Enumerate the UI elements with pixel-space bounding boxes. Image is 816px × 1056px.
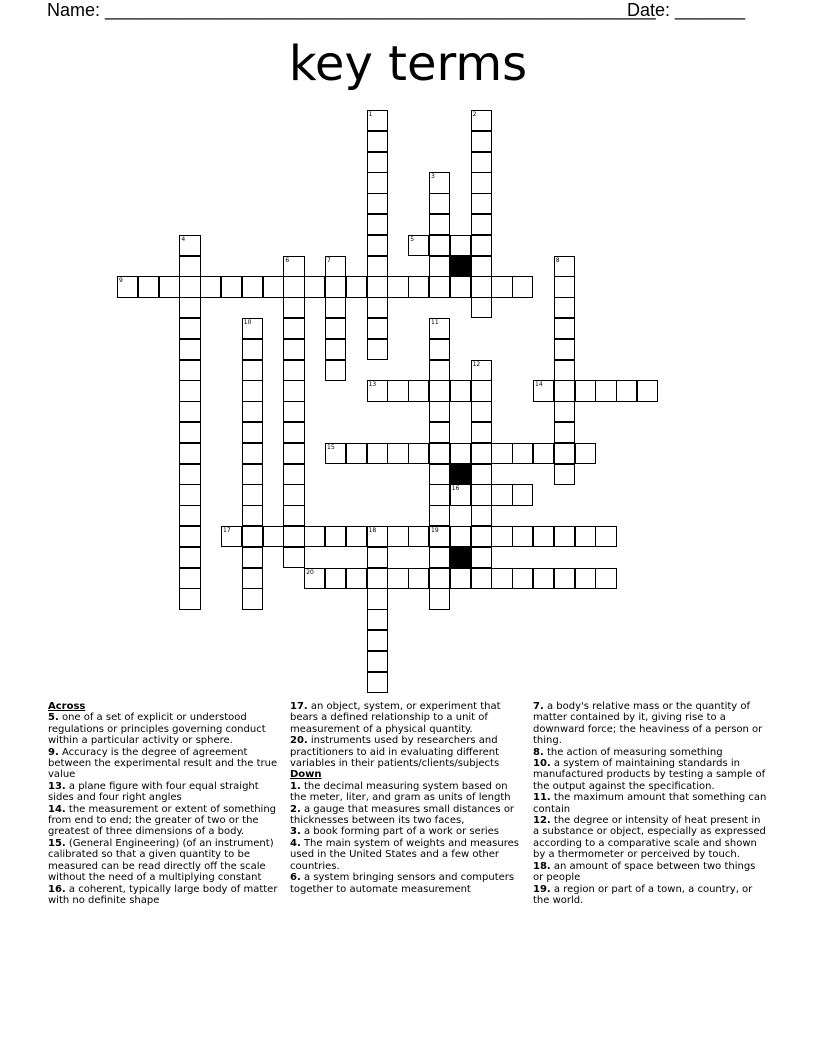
cell-number: 8 xyxy=(555,256,560,264)
grid-cell[interactable] xyxy=(554,297,575,318)
grid-cell[interactable] xyxy=(367,297,388,318)
grid-cell[interactable] xyxy=(242,360,263,381)
clue-text: the action of measuring something xyxy=(546,746,723,758)
grid-cell[interactable] xyxy=(491,276,512,297)
clue-item xyxy=(290,804,522,827)
clue-item xyxy=(48,781,281,804)
grid-cell[interactable] xyxy=(637,380,658,401)
grid-cell[interactable] xyxy=(429,464,450,485)
grid-cell[interactable] xyxy=(387,276,408,297)
grid-cell[interactable] xyxy=(179,505,200,526)
grid-cell[interactable] xyxy=(367,339,388,360)
clue-item xyxy=(290,781,522,804)
grid-cell[interactable] xyxy=(367,193,388,214)
grid-cell[interactable] xyxy=(575,443,596,464)
grid-cell[interactable] xyxy=(491,568,512,589)
page-title: key terms xyxy=(288,36,528,92)
grid-cell[interactable] xyxy=(595,526,616,547)
clue-text: a region or part of a town, a country, or the world. xyxy=(533,883,753,906)
clue-item xyxy=(48,838,281,884)
grid-cell[interactable] xyxy=(242,588,263,609)
clue-text: The main system of weights and measures used in the United States and a few other countries. xyxy=(290,837,519,872)
grid-cell[interactable] xyxy=(367,588,388,609)
grid-cell[interactable] xyxy=(283,380,304,401)
clue-text: a system bringing sensors and computers together to automate measurement xyxy=(290,872,515,895)
grid-cell[interactable] xyxy=(387,380,408,401)
clue-number: 14. xyxy=(48,803,66,815)
grid-cell[interactable] xyxy=(471,193,492,214)
clue-item xyxy=(290,701,522,735)
cell-number: 9 xyxy=(119,277,123,285)
grid-cell[interactable] xyxy=(367,568,388,589)
clue-text: the maximum amount that something can contain xyxy=(533,792,767,815)
clue-item xyxy=(290,872,522,895)
grid-cell[interactable] xyxy=(554,318,575,339)
clue-item xyxy=(533,884,768,907)
grid-cell[interactable] xyxy=(429,547,450,568)
clue-text: the measurement or extent of something from end to end; the greater of two or the greatest of three dimensions of a body. xyxy=(48,803,277,838)
grid-cell[interactable] xyxy=(346,526,367,547)
clue-number: 8. xyxy=(533,746,544,758)
grid-cell[interactable] xyxy=(367,214,388,235)
cell-number: 2 xyxy=(472,111,477,118)
grid-cell[interactable] xyxy=(179,276,200,297)
grid-cell[interactable] xyxy=(408,380,429,401)
grid-cell[interactable] xyxy=(554,443,575,464)
grid-cell[interactable] xyxy=(304,276,325,297)
grid-cell[interactable] xyxy=(387,526,408,547)
grid-cell[interactable] xyxy=(450,526,471,547)
clue-number: 3. xyxy=(290,826,301,838)
clue-item xyxy=(533,758,768,792)
cell-number: 6 xyxy=(285,256,290,264)
grid-cell[interactable] xyxy=(242,443,263,464)
grid-cell[interactable] xyxy=(242,484,263,505)
clue-text: one of a set of explicit or understood regulations or principles governing conduct within a particular activity or sphere. xyxy=(48,712,266,747)
clues-column-1 xyxy=(48,701,281,906)
grid-cell[interactable] xyxy=(429,422,450,443)
grid-cell[interactable] xyxy=(554,568,575,589)
grid-cell[interactable] xyxy=(429,484,450,505)
clue-number: 4. xyxy=(290,837,301,849)
grid-cell-black xyxy=(450,464,471,485)
grid-cell[interactable] xyxy=(429,443,450,464)
clue-item xyxy=(290,838,522,872)
clue-text: an amount of space between two things or people xyxy=(533,860,756,884)
grid-cell[interactable] xyxy=(325,568,346,589)
clue-item xyxy=(533,861,768,884)
cell-number: 20 xyxy=(306,568,314,576)
grid-cell[interactable] xyxy=(263,276,284,297)
grid-cell[interactable] xyxy=(242,276,263,297)
grid-cell[interactable] xyxy=(512,276,533,297)
grid-cell[interactable] xyxy=(325,526,346,547)
grid-cell[interactable] xyxy=(471,235,492,256)
cell-number: 17 xyxy=(223,527,231,534)
grid-cell[interactable] xyxy=(471,464,492,485)
grid-cell[interactable] xyxy=(367,131,388,152)
clue-number: 10. xyxy=(533,758,551,770)
grid-cell[interactable] xyxy=(283,464,304,485)
grid-cell[interactable] xyxy=(575,526,596,547)
clue-number: 20. xyxy=(290,735,308,747)
clue-text: a system of maintaining standards in manufactured products by testing a sample of the output against the specification. xyxy=(533,758,766,792)
grid-cell[interactable] xyxy=(575,380,596,401)
grid-cell[interactable] xyxy=(471,401,492,422)
clue-text: the degree or intensity of heat present in a substance or object, especially as expressed according to a comparative scale and shown by a thermometer or perceived by touch. xyxy=(533,815,766,861)
grid-cell[interactable] xyxy=(325,297,346,318)
clue-text: Accuracy is the degree of agreement between the experimental result and the true value xyxy=(48,746,278,781)
clue-item xyxy=(533,747,768,758)
grid-cell[interactable] xyxy=(325,276,346,297)
grid-cell[interactable] xyxy=(283,276,304,297)
clue-item xyxy=(290,826,522,837)
clue-number: 7. xyxy=(533,701,544,712)
grid-cell[interactable] xyxy=(179,380,200,401)
clue-text: a body's relative mass or the quantity of matter contained by it, giving rise to a downward force; the heaviness of a person or thing. xyxy=(533,701,763,747)
cell-number: 13 xyxy=(368,381,377,389)
grid-cell[interactable] xyxy=(429,360,450,381)
grid-cell[interactable] xyxy=(367,276,388,297)
grid-cell[interactable] xyxy=(533,568,554,589)
grid-cell[interactable] xyxy=(367,152,388,173)
grid-cell-black xyxy=(450,256,471,277)
grid-cell[interactable] xyxy=(471,547,492,568)
grid-cell[interactable] xyxy=(429,276,450,297)
grid-cell[interactable] xyxy=(429,588,450,609)
grid-cell[interactable] xyxy=(179,588,200,609)
date-field-label: Date: _______ xyxy=(627,0,746,20)
grid-cell[interactable] xyxy=(533,443,554,464)
grid-cell[interactable] xyxy=(512,568,533,589)
clue-item xyxy=(533,792,768,815)
grid-cell[interactable] xyxy=(471,484,492,505)
cell-number: 11 xyxy=(431,319,439,326)
clue-item xyxy=(533,815,768,861)
grid-cell[interactable] xyxy=(325,360,346,381)
grid-cell[interactable] xyxy=(512,526,533,547)
cell-number: 10 xyxy=(243,319,252,326)
grid-cell[interactable] xyxy=(554,339,575,360)
grid-cell[interactable] xyxy=(429,193,450,214)
grid-cell[interactable] xyxy=(367,443,388,464)
grid-cell[interactable] xyxy=(283,547,304,568)
grid-cell[interactable] xyxy=(179,422,200,443)
grid-cell[interactable] xyxy=(595,568,616,589)
grid-cell[interactable] xyxy=(408,568,429,589)
clue-number: 16. xyxy=(48,883,66,895)
grid-cell[interactable] xyxy=(471,568,492,589)
grid-cell[interactable] xyxy=(471,131,492,152)
cell-number: 4 xyxy=(181,235,186,243)
grid-cell[interactable] xyxy=(471,276,492,297)
across-heading: Across xyxy=(48,701,86,712)
grid-cell-black xyxy=(450,547,471,568)
grid-cell[interactable] xyxy=(471,172,492,193)
grid-cell[interactable] xyxy=(450,235,471,256)
cell-number: 14 xyxy=(535,381,543,389)
cell-number: 12 xyxy=(472,360,481,368)
cell-number: 3 xyxy=(431,173,435,181)
grid-cell[interactable] xyxy=(179,297,200,318)
clue-number: 9. xyxy=(48,746,59,758)
grid-cell[interactable] xyxy=(159,276,180,297)
grid-cell[interactable] xyxy=(408,276,429,297)
grid-cell[interactable] xyxy=(429,214,450,235)
grid-cell[interactable] xyxy=(471,505,492,526)
cell-number: 7 xyxy=(327,256,331,264)
grid-cell[interactable] xyxy=(429,380,450,401)
grid-cell[interactable] xyxy=(179,443,200,464)
grid-cell[interactable] xyxy=(242,526,263,547)
down-clues-part-2 xyxy=(533,701,768,906)
grid-cell[interactable] xyxy=(533,526,554,547)
grid-cell[interactable] xyxy=(283,484,304,505)
grid-cell[interactable] xyxy=(450,276,471,297)
clue-item xyxy=(48,804,281,838)
grid-cell[interactable] xyxy=(367,630,388,651)
grid-cell[interactable] xyxy=(512,484,533,505)
grid-cell[interactable] xyxy=(471,256,492,277)
clue-number: 12. xyxy=(533,815,551,827)
grid-cell[interactable] xyxy=(491,526,512,547)
grid-cell[interactable] xyxy=(346,443,367,464)
grid-cell[interactable] xyxy=(283,339,304,360)
grid-cell[interactable] xyxy=(471,422,492,443)
grid-cell[interactable] xyxy=(450,380,471,401)
grid-cell[interactable] xyxy=(595,380,616,401)
clue-text: instruments used by researchers and practitioners to aid in evaluating different variables in their patients/clients/subjects xyxy=(290,735,500,770)
across-clues-part-1 xyxy=(48,712,281,906)
cell-number: 16 xyxy=(451,485,460,493)
clue-number: 6. xyxy=(290,872,301,884)
grid-cell[interactable] xyxy=(242,568,263,589)
grid-cell[interactable] xyxy=(367,651,388,672)
grid-cell[interactable] xyxy=(554,401,575,422)
clue-text: a plane figure with four equal straight sides and four right angles xyxy=(48,780,259,804)
clue-item xyxy=(533,701,768,747)
grid-cell[interactable] xyxy=(283,297,304,318)
grid-cell[interactable] xyxy=(408,526,429,547)
grid-cell[interactable] xyxy=(304,526,325,547)
grid-cell[interactable] xyxy=(179,401,200,422)
grid-cell[interactable] xyxy=(554,380,575,401)
grid-cell[interactable] xyxy=(429,568,450,589)
grid-cell[interactable] xyxy=(616,380,637,401)
grid-cell[interactable] xyxy=(367,235,388,256)
grid-cell[interactable] xyxy=(179,339,200,360)
clue-text: the decimal measuring system based on the meter, liter, and gram as units of length xyxy=(290,780,511,804)
grid-cell[interactable] xyxy=(367,172,388,193)
grid-cell[interactable] xyxy=(179,547,200,568)
grid-cell[interactable] xyxy=(346,568,367,589)
grid-cell[interactable] xyxy=(450,443,471,464)
grid-cell[interactable] xyxy=(179,568,200,589)
clue-item xyxy=(48,884,281,907)
clue-text: a book forming part of a work or series xyxy=(303,826,499,838)
grid-cell[interactable] xyxy=(471,526,492,547)
grid-cell[interactable] xyxy=(283,318,304,339)
grid-cell[interactable] xyxy=(367,672,388,693)
clue-number: 18. xyxy=(533,860,551,872)
grid-cell[interactable] xyxy=(221,276,242,297)
grid-cell[interactable] xyxy=(283,422,304,443)
grid-cell[interactable] xyxy=(367,256,388,277)
clue-number: 17. xyxy=(290,701,308,712)
clue-item xyxy=(48,747,281,781)
grid-cell[interactable] xyxy=(242,464,263,485)
grid-cell[interactable] xyxy=(471,214,492,235)
grid-cell[interactable] xyxy=(367,318,388,339)
grid-cell[interactable] xyxy=(200,276,221,297)
clue-text: a gauge that measures small distances or thicknesses between its two faces, xyxy=(290,803,515,827)
grid-cell[interactable] xyxy=(554,526,575,547)
grid-cell[interactable] xyxy=(387,443,408,464)
grid-cell[interactable] xyxy=(325,339,346,360)
grid-cell[interactable] xyxy=(408,443,429,464)
clue-number: 15. xyxy=(48,837,66,849)
clues-column-2 xyxy=(290,701,522,895)
clue-number: 19. xyxy=(533,883,551,895)
grid-cell[interactable] xyxy=(575,568,596,589)
grid-cell[interactable] xyxy=(242,380,263,401)
grid-cell[interactable] xyxy=(242,401,263,422)
grid-cell[interactable] xyxy=(429,401,450,422)
grid-cell[interactable] xyxy=(179,360,200,381)
cell-number: 5 xyxy=(410,235,415,243)
grid-cell[interactable] xyxy=(138,276,159,297)
clue-text: an object, system, or experiment that bears a defined relationship to a unit of measurement of a physical quantity. xyxy=(290,701,501,735)
grid-cell[interactable] xyxy=(242,547,263,568)
grid-cell[interactable] xyxy=(491,443,512,464)
grid-cell[interactable] xyxy=(429,235,450,256)
grid-cell[interactable] xyxy=(387,568,408,589)
clues-column-3 xyxy=(533,701,768,906)
grid-cell[interactable] xyxy=(179,464,200,485)
grid-cell[interactable] xyxy=(179,318,200,339)
clue-number: 5. xyxy=(48,712,59,724)
grid-cell[interactable] xyxy=(283,443,304,464)
grid-cell[interactable] xyxy=(429,256,450,277)
clue-number: 11. xyxy=(533,792,551,804)
grid-cell[interactable] xyxy=(450,568,471,589)
clue-number: 2. xyxy=(290,803,301,815)
grid-cell[interactable] xyxy=(471,380,492,401)
grid-cell[interactable] xyxy=(554,360,575,381)
grid-cell[interactable] xyxy=(367,609,388,630)
clue-text: (General Engineering) (of an instrument) calibrated so that a given quantity to be measured can be read directly off the scale without the need of a multiplying constant xyxy=(48,837,274,884)
cell-number: 15 xyxy=(327,443,335,451)
across-clues-part-2 xyxy=(290,701,522,769)
grid-cell[interactable] xyxy=(346,276,367,297)
grid-cell[interactable] xyxy=(179,256,200,277)
grid-cell[interactable] xyxy=(179,526,200,547)
grid-cell[interactable] xyxy=(283,526,304,547)
down-clues-part-1 xyxy=(290,781,522,895)
clue-item xyxy=(290,735,522,769)
grid-cell[interactable] xyxy=(554,276,575,297)
cell-number: 19 xyxy=(431,527,439,534)
cell-number: 1 xyxy=(368,111,373,118)
grid-cell[interactable] xyxy=(491,484,512,505)
grid-cell[interactable] xyxy=(242,505,263,526)
grid-cell[interactable] xyxy=(429,505,450,526)
clue-item xyxy=(48,712,281,746)
clue-text: a coherent, typically large body of matter with no definite shape xyxy=(48,883,278,906)
clue-number: 1. xyxy=(290,780,301,792)
grid-cell[interactable] xyxy=(471,152,492,173)
grid-cell[interactable] xyxy=(263,526,284,547)
grid-cell[interactable] xyxy=(554,464,575,485)
grid-cell[interactable] xyxy=(512,443,533,464)
grid-cell[interactable] xyxy=(471,297,492,318)
grid-cell[interactable] xyxy=(471,443,492,464)
cell-number: 18 xyxy=(368,527,377,534)
grid-cell[interactable] xyxy=(283,360,304,381)
grid-cell[interactable] xyxy=(179,484,200,505)
grid-cell[interactable] xyxy=(554,422,575,443)
grid-cell[interactable] xyxy=(242,339,263,360)
grid-cell[interactable] xyxy=(367,547,388,568)
grid-cell[interactable] xyxy=(242,422,263,443)
grid-cell[interactable] xyxy=(283,401,304,422)
grid-cell[interactable] xyxy=(325,318,346,339)
down-heading: Down xyxy=(290,769,322,781)
grid-cell[interactable] xyxy=(283,505,304,526)
name-field-label: Name: _______________________________________________________ xyxy=(47,0,656,20)
grid-cell[interactable] xyxy=(429,339,450,360)
clue-number: 13. xyxy=(48,780,66,792)
